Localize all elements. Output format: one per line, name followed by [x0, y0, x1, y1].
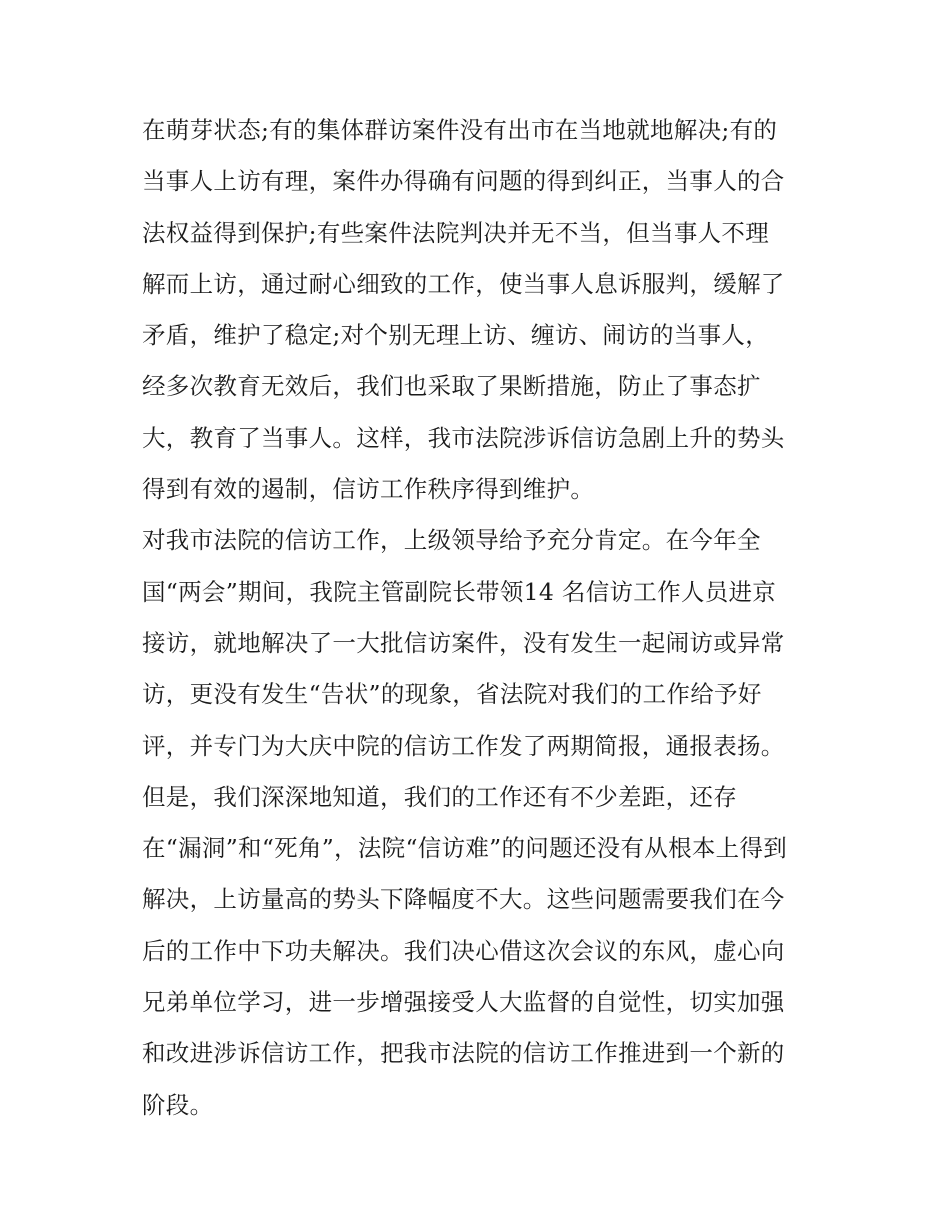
text-line: 但是，我们深深地知道，我们的工作还有不少差距，还存	[142, 782, 737, 811]
text-line: 经多次教育无效后，我们也采取了果断措施，防止了事态扩	[142, 372, 761, 401]
text-line: 接访，就地解决了一大批信访案件，没有发生一起闹访或异常	[142, 628, 785, 657]
text-line: 在“漏洞”和“死角”，法院“信访难”的问题还没有从根本上得到	[142, 834, 788, 863]
text-line: 和改进涉诉信访工作，把我市法院的信访工作推进到一个新的	[142, 1039, 785, 1068]
text-line: 访，更没有发生“告状”的现象，省法院对我们的工作给予好	[142, 680, 762, 709]
text-line: 后的工作中下功夫解决。我们决心借这次会议的东风，虚心向	[142, 936, 785, 965]
text-line: 大，教育了当事人。这样，我市法院涉诉信访急剧上升的势头	[142, 423, 785, 452]
text-line: 矛盾，维护了稳定;对个别无理上访、缠访、闹访的当事人，	[142, 321, 770, 350]
text-line: 法权益得到保护;有些案件法院判决并无不当，但当事人不理	[142, 218, 770, 247]
text-line: 解而上访，通过耐心细致的工作，使当事人息诉服判，缓解了	[142, 269, 785, 298]
text-line: 国“两会”期间，我院主管副院长带领14 名信访工作人员进京	[142, 577, 777, 606]
body-text	[142, 110, 822, 1136]
text-line: 阶段。	[142, 1090, 214, 1119]
text-line: 在萌芽状态;有的集体群访案件没有出市在当地就地解决;有的	[142, 116, 778, 144]
text-line: 解决，上访量高的势头下降幅度不大。这些问题需要我们在今	[142, 885, 785, 914]
text-line: 评，并专门为大庆中院的信访工作发了两期简报，通报表扬。	[142, 731, 785, 760]
text-line: 得到有效的遏制，信访工作秩序得到维护。	[142, 475, 595, 504]
text-line: 当事人上访有理，案件办得确有问题的得到纠正，当事人的合	[142, 167, 785, 196]
text-line: 兄弟单位学习，进一步增强接受人大监督的自觉性，切实加强	[142, 988, 785, 1017]
text-line: 对我市法院的信访工作，上级领导给予充分肯定。在今年全	[142, 526, 761, 555]
